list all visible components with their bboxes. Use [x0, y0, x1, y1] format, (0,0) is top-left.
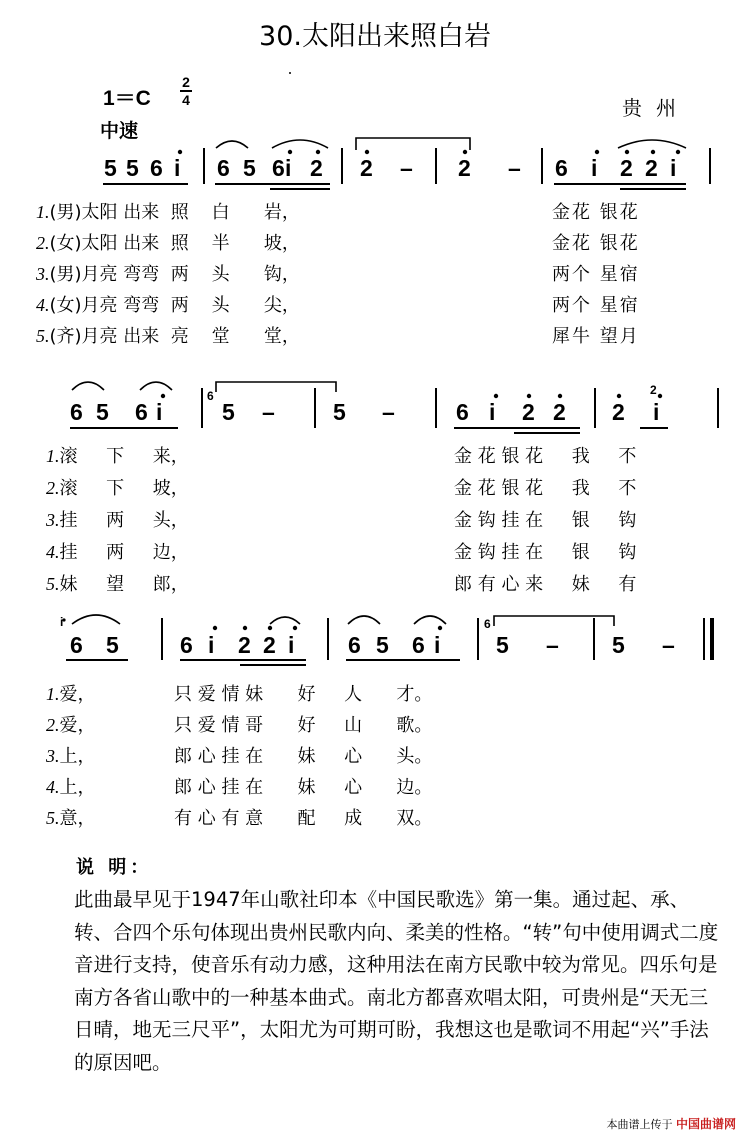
note: 2 [238, 632, 251, 658]
note: 5 [243, 155, 256, 181]
staff-line-1 [103, 138, 710, 189]
staff-line-3 [60, 615, 712, 665]
note: 2 [612, 399, 625, 425]
note: 5 [104, 155, 117, 181]
note: 6 [348, 632, 361, 658]
dash: – [662, 632, 675, 658]
region-label: 贵州 [622, 96, 690, 120]
note: 6 [555, 155, 568, 181]
lyric-row: 1.滚 下 来， [46, 446, 189, 467]
notes-heading: 说 明： [76, 857, 153, 878]
dash: – [382, 399, 395, 425]
note: i [434, 632, 441, 658]
lyric-tail: 只 爱 情 哥 好 山 歌。 [174, 715, 433, 736]
svg-text:6: 6 [207, 389, 214, 403]
lyric-tail: 犀牛 望月 [552, 326, 640, 347]
dash: – [400, 155, 413, 181]
dash: – [508, 155, 521, 181]
lyric-tail: 金 钩 挂 在 银 钩 [454, 510, 637, 531]
lyric-row: 2.(女)太阳 出来 照 半 坡， [36, 233, 300, 254]
note: 5 [222, 399, 235, 425]
lyric-tail: 郎 有 心 来 妹 有 [454, 574, 637, 595]
footer-brand[interactable]: 中国曲谱网 [675, 1117, 736, 1131]
note: 6 [150, 155, 163, 181]
svg-text:6: 6 [484, 617, 491, 631]
note: 6 [272, 155, 285, 181]
note: 6 [412, 632, 425, 658]
note: i [670, 155, 677, 181]
note: 2 [310, 155, 323, 181]
note: 5 [612, 632, 625, 658]
note: i [208, 632, 215, 658]
note: 5 [106, 632, 119, 658]
note: i [653, 399, 660, 425]
song-title: 30.太阳出来照白岩 [259, 21, 491, 52]
lyric-tail: 金 花 银 花 我 不 [454, 478, 637, 499]
lyric-row: 4.(女)月亮 弯弯 两 头 尖， [36, 295, 300, 316]
note: 5 [333, 399, 346, 425]
lyric-row: 3.挂 两 头， [46, 510, 189, 531]
note: i [591, 155, 598, 181]
svg-text:i: i [60, 615, 64, 629]
dash: – [546, 632, 559, 658]
note: 6 [217, 155, 230, 181]
note: 6 [70, 399, 83, 425]
note: 5 [376, 632, 389, 658]
note: i [156, 399, 163, 425]
lyric-tail: 郎 心 挂 在 妹 心 边。 [174, 777, 433, 798]
lyric-row: 1.(男)太阳 出来 照 白 岩， [36, 202, 300, 223]
lyric-row: 4.挂 两 边， [46, 542, 189, 563]
svg-text:2: 2 [650, 383, 657, 397]
note: 2 [553, 399, 566, 425]
lyric-tail: 金花 银花 [552, 233, 640, 254]
key-signature: 1＝C [103, 87, 151, 110]
note: 5 [126, 155, 139, 181]
note: 6 [180, 632, 193, 658]
footer-prefix: 本曲谱上传于 [606, 1118, 673, 1131]
time-sig-bottom: 4 [182, 92, 190, 108]
lyric-row: 5.妹 望 郎， [46, 574, 189, 595]
note: i [489, 399, 496, 425]
note: 5 [496, 632, 509, 658]
note: 2 [645, 155, 658, 181]
note: 2 [263, 632, 276, 658]
lyric-tail: 两个 星宿 [552, 295, 640, 316]
note: 5 [96, 399, 109, 425]
note: 2 [360, 155, 373, 181]
note: 6 [135, 399, 148, 425]
lyric-tail: 只 爱 情 妹 好 人 才。 [174, 684, 433, 705]
note: 6 [456, 399, 469, 425]
note: i [285, 155, 292, 181]
lyric-tail: 金 钩 挂 在 银 钩 [454, 542, 637, 563]
lyric-row: 5.意， [46, 808, 96, 829]
lyric-tail: 金花 银花 [552, 202, 640, 223]
lyric-tail: 有 心 有 意 配 成 双。 [174, 808, 433, 829]
lyric-row: 3.上， [46, 746, 96, 767]
lyric-row: 5.(齐)月亮 出来 亮 堂 堂， [36, 326, 300, 347]
note: 2 [458, 155, 471, 181]
lyric-row: 2.滚 下 坡， [46, 478, 189, 499]
footer-watermark [606, 1115, 736, 1132]
tempo-marking: 中速 [100, 120, 139, 142]
note: 2 [522, 399, 535, 425]
staff-line-2 [70, 382, 718, 433]
note: i [288, 632, 295, 658]
lyric-row: 2.爱， [46, 715, 96, 736]
notes-paragraph: 此曲最早见于1947年山歌社印本《中国民歌选》第一集。通过起、承、转、合四个乐句体现出贵州民歌内向、柔美的性格。“转”句中使用调式二度音进行支持，使音乐有动力感，这种用法在南方民歌中较为常见。四乐句是南方各省山歌中的一种基本曲式。南北方都喜欢唱太阳，可贵州是“天无三日晴，地无三尺平”，太阳尤为可期可盼，我想这也是歌词不用起“兴”手法的原因吧。 [74, 888, 719, 1074]
note: 6 [70, 632, 83, 658]
note: i [174, 155, 181, 181]
lyric-row: 1.爱， [46, 684, 96, 705]
dash: – [262, 399, 275, 425]
lyric-tail: 金 花 银 花 我 不 [454, 446, 637, 467]
lyric-row: 3.(男)月亮 弯弯 两 头 钩， [36, 264, 300, 285]
note: 2 [620, 155, 633, 181]
lyric-tail: 郎 心 挂 在 妹 心 头。 [174, 746, 433, 767]
lyric-tail: 两个 星宿 [552, 264, 640, 285]
lyric-row: 4.上， [46, 777, 96, 798]
time-sig-top: 2 [182, 74, 190, 90]
